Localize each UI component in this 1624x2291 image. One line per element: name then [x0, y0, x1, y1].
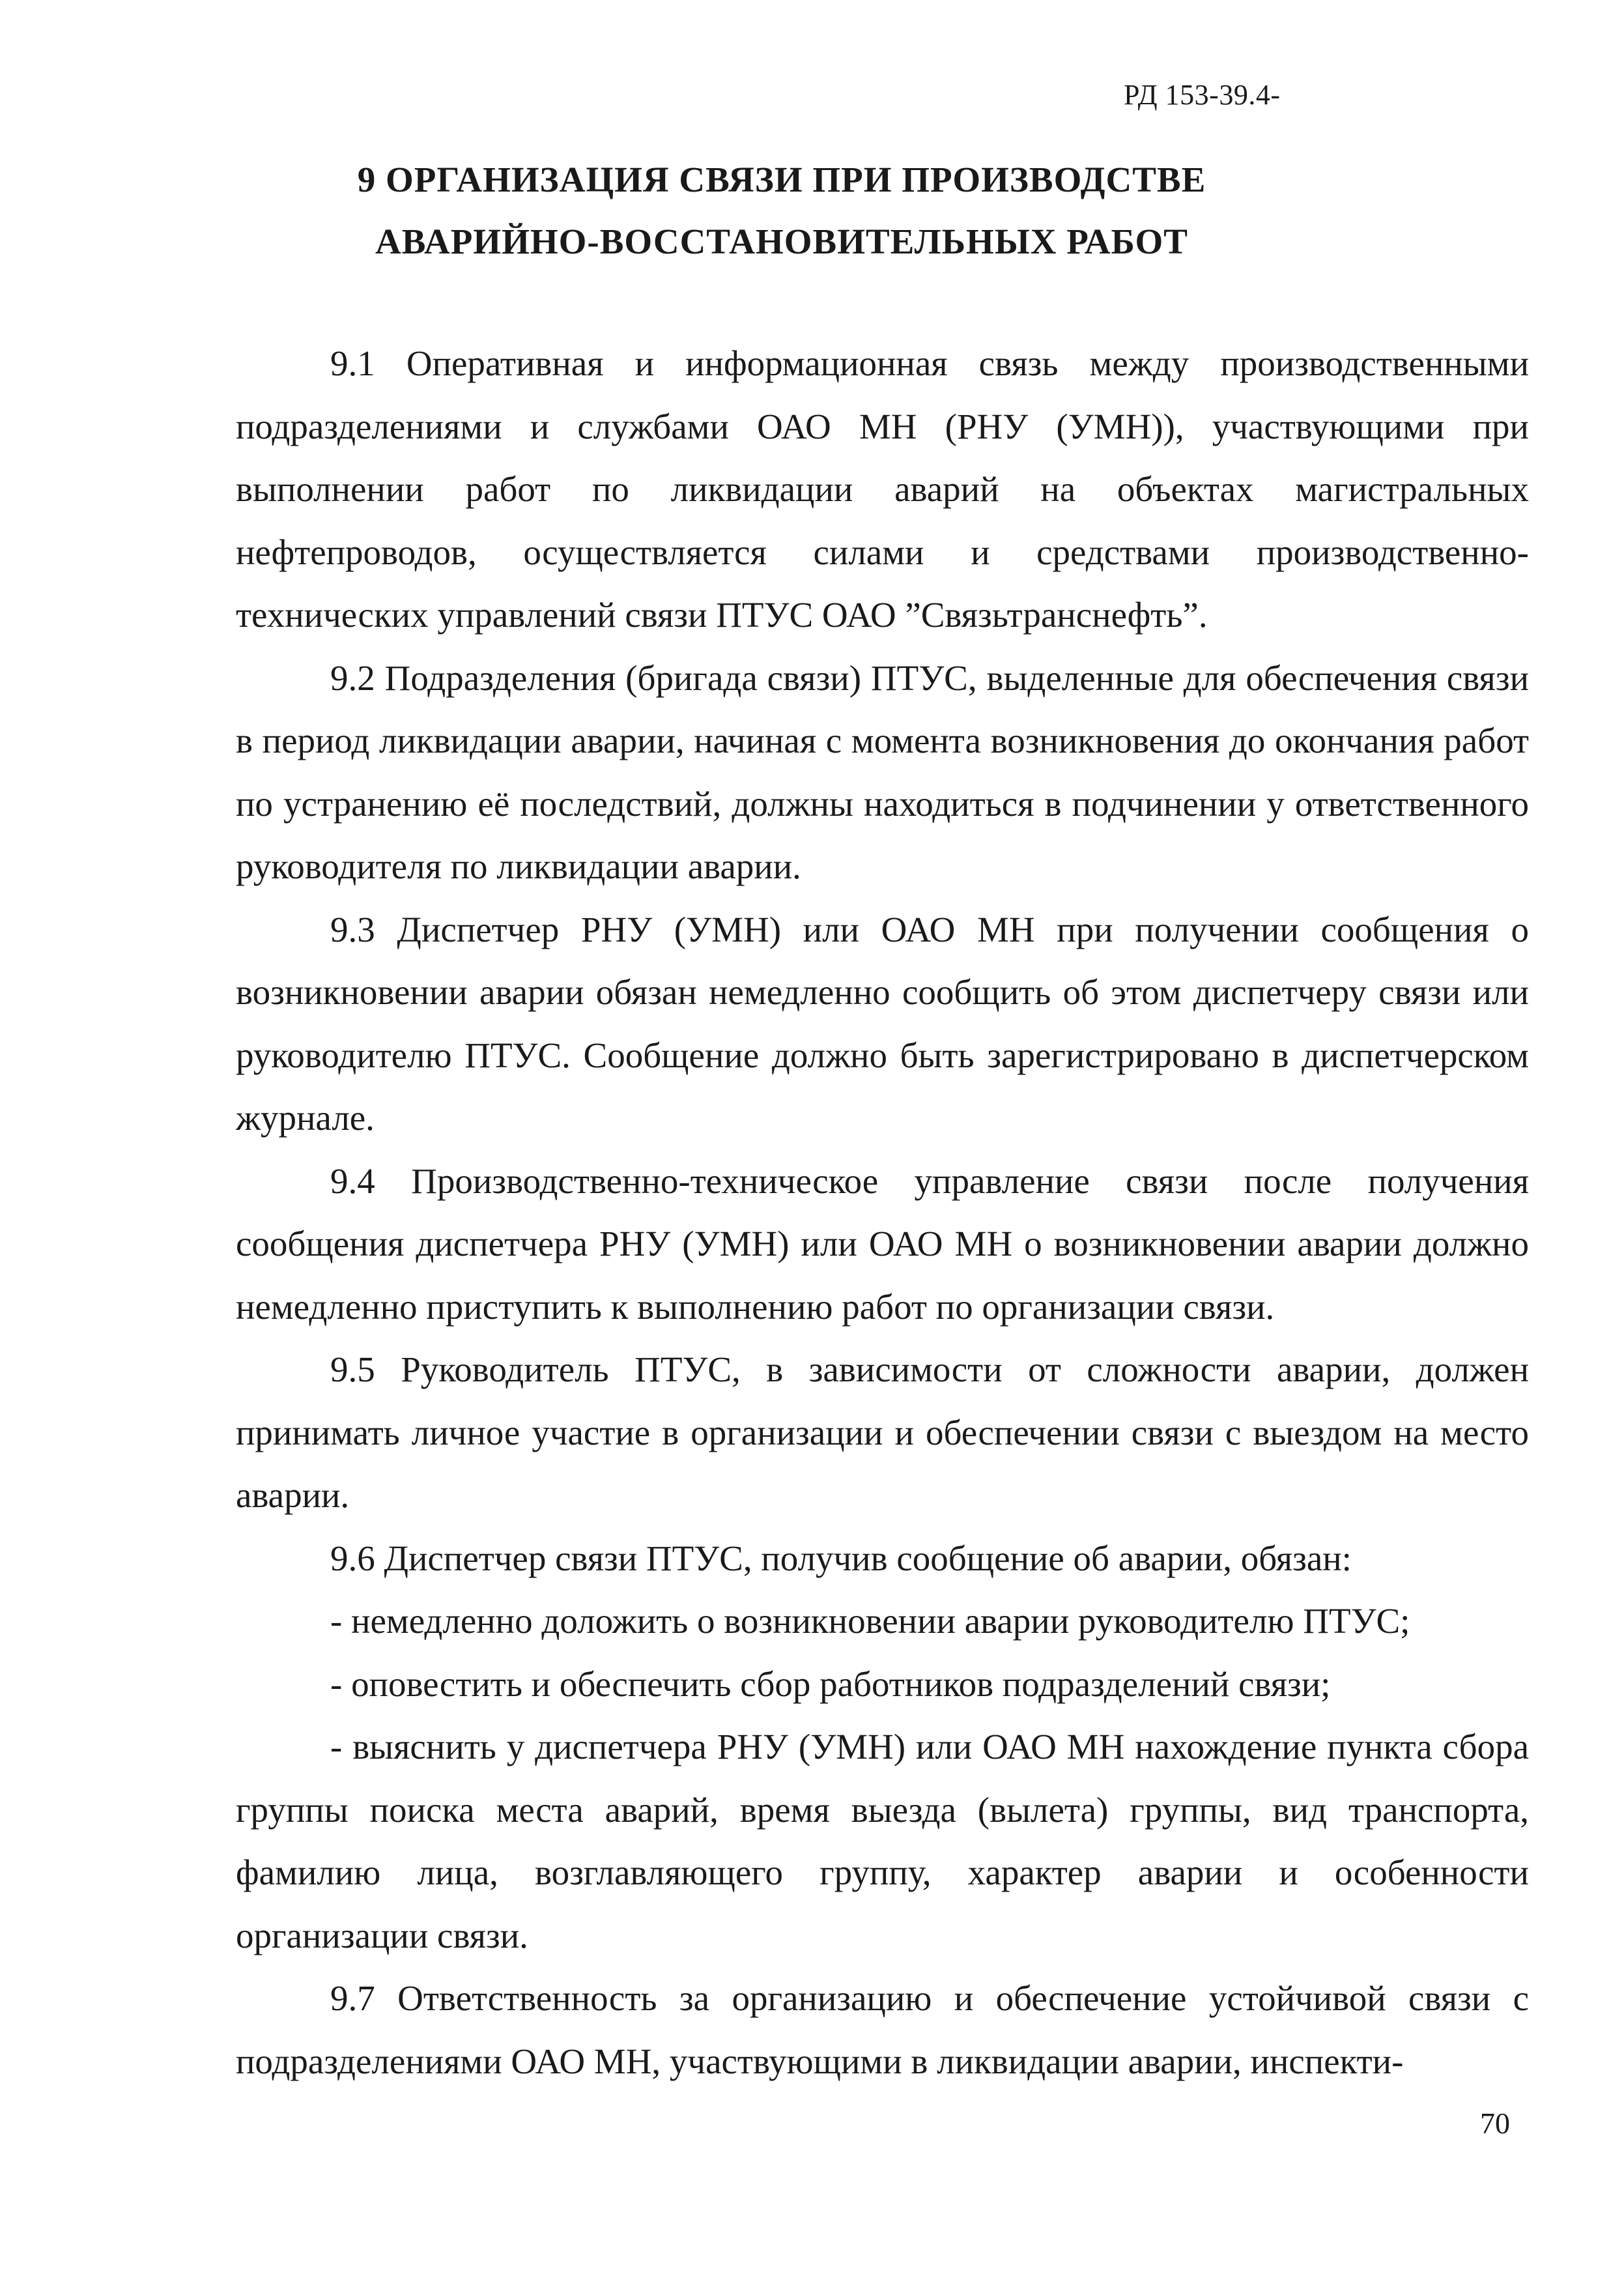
list-item: - оповестить и обеспечить сбор работников подразделений связи; [330, 1664, 1331, 1704]
paragraph-9-5: 9.5 Руководитель ПТУС, в зависимости от сложности аварии, должен принимать личное участие в организации и обеспечении связи с выездом на место аварии. [236, 1349, 1529, 1515]
paragraph-9-7: 9.7 Ответственность за организацию и обеспечение устойчивой связи с подразделениями ОАО МН, участвующими в ликвидации аварии, инспекти- [236, 1978, 1529, 2081]
list-item: - немедленно доложить о возникновении аварии руководителю ПТУС; [330, 1601, 1410, 1641]
paragraph-9-6: 9.6 Диспетчер связи ПТУС, получив сообщение об аварии, обязан: [330, 1538, 1352, 1578]
paragraph-9-2: 9.2 Подразделения (бригада связи) ПТУС, выделенные для обеспечения связи в период ликвидации аварии, начиная с момента возникновения до окончания работ по устранению её последствий, должны находиться в подчинении у ответственного руководителя по ликвидации аварии. [236, 657, 1529, 886]
list-item: - выяснить у диспетчера РНУ (УМН) или ОАО МН нахождение пункта сбора группы поиска места аварий, время выезда (вылета) группы, вид транспорта, фамилию лица, возглавляющего группу, характер аварии и особенности организации связи. [236, 1727, 1529, 1955]
section-heading-line-2: АВАРИЙНО-ВОССТАНОВИТЕЛЬНЫХ РАБОТ [375, 222, 1188, 261]
paragraph-9-1: 9.1 Оперативная и информационная связь между производственными подразделениями и службами ОАО МН (РНУ (УМН)), участвующими при выполнении работ по ликвидации аварий на объектах магистральных нефтепроводов, осуществляется силами и средствами производственно-технических управлений связи ПТУС ОАО ”Связьтранснефть”. [236, 343, 1529, 635]
document-code: РД 153-39.4- [1124, 79, 1281, 111]
paragraph-9-4: 9.4 Производственно-техническое управление связи после получения сообщения диспетчера РНУ (УМН) или ОАО МН о возникновении аварии должно немедленно приступить к выполнению работ по организации связи. [236, 1160, 1529, 1327]
body-text [236, 332, 1529, 2093]
page-number: 70 [1480, 2107, 1510, 2140]
paragraph-9-3: 9.3 Диспетчер РНУ (УМН) или ОАО МН при получении сообщения о возникновении аварии обязан немедленно сообщить об этом диспетчеру связи или руководителю ПТУС. Сообщение должно быть зарегистрировано в диспетчерском журнале. [236, 909, 1529, 1138]
section-heading [313, 149, 1251, 272]
section-heading-line-1: 9 ОРГАНИЗАЦИЯ СВЯЗИ ПРИ ПРОИЗВОДСТВЕ [357, 160, 1206, 199]
